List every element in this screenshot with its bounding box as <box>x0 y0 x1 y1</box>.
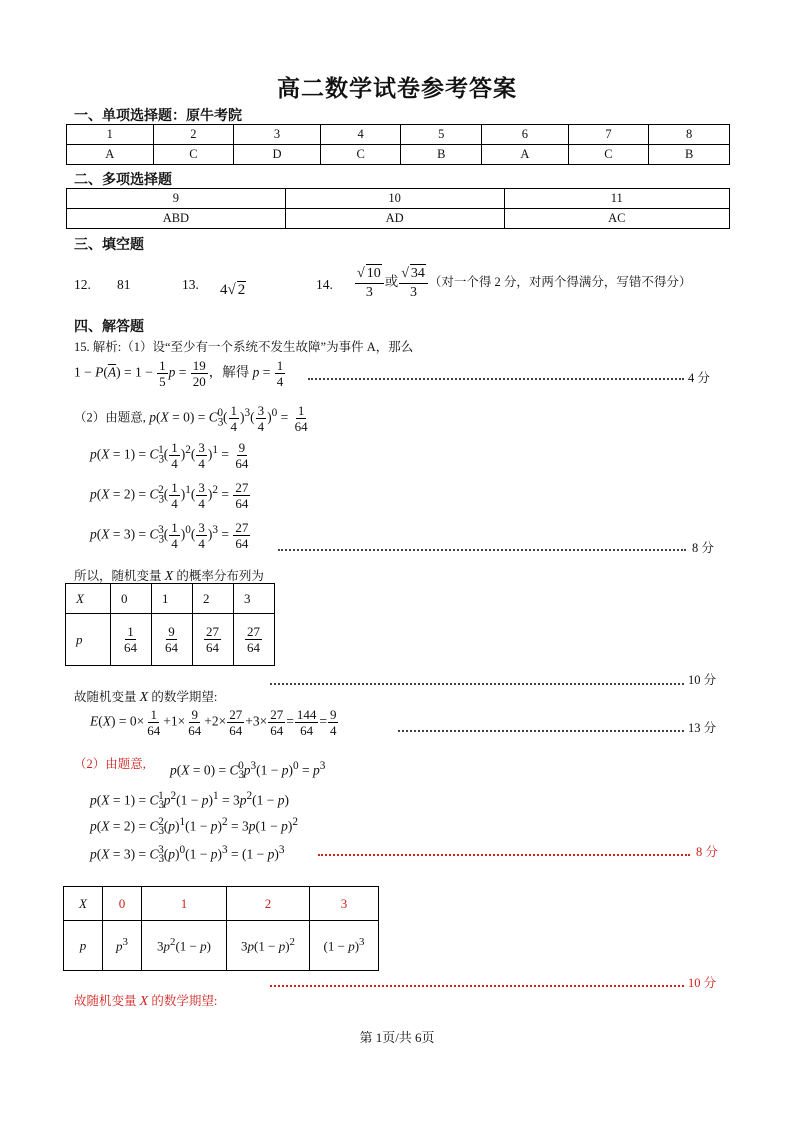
q13-answer: 4√ 2 <box>220 282 246 298</box>
table-cell: 0 <box>103 887 142 921</box>
q14-radicand-2: 34 <box>410 266 425 281</box>
table-cell: 5 <box>401 125 482 145</box>
table-cell: $\frac{1}{64}$ <box>111 614 152 666</box>
red-distribution-table <box>63 886 379 971</box>
q14-radicand-1: 10 <box>366 266 381 281</box>
distribution-table <box>65 583 275 666</box>
q12-number: 12. <box>74 277 91 292</box>
table-cell: C <box>568 145 649 165</box>
table-cell: 8 <box>649 125 730 145</box>
red-part2-label: （2）由题意, <box>74 757 146 771</box>
table-cell: $3p^2(1 - p)$ <box>142 921 227 971</box>
table-cell: 6 <box>482 125 569 145</box>
score-13: 13 分 <box>688 721 717 735</box>
q15-px1: $p(X = 1) = C_3^1$( $\frac{1}{4}$ )$^2$( $\frac{3}{4}$ )$^1$ = $\frac{9}{64}$ <box>90 440 249 471</box>
q12-answer: 81 <box>117 277 131 292</box>
table-cell: C <box>320 145 401 165</box>
score-10: 10 分 <box>688 673 717 687</box>
table-cell: $\frac{9}{64}$ <box>152 614 193 666</box>
q14-answer: $\frac{√ 10}{3}$ 或 $\frac{√ 34}{3}$ （对一个得 2 分，对两个得满分，写错不得分） <box>357 266 692 300</box>
table-cell: ABD <box>67 209 286 229</box>
table-cell: 1 <box>152 584 193 614</box>
table-cell: 3 <box>310 887 379 921</box>
table-cell: $\frac{27}{64}$ <box>193 614 234 666</box>
table-cell: 10 <box>285 189 504 209</box>
score-8-red: 8 分 <box>696 845 718 859</box>
table-cell: 0 <box>111 584 152 614</box>
q15-px3: $p(X = 3) = C_3^3$( $\frac{1}{4}$ )$^0$( $\frac{3}{4}$ )$^3$ = $\frac{27}{64}$ <box>90 520 249 551</box>
leader-dots <box>318 854 690 856</box>
red-expect-intro: 故随机变量 X 的数学期望: <box>74 994 218 1009</box>
section-heading-multi-choice: 二、多项选择题 <box>74 172 172 188</box>
table-cell: 1 <box>67 125 154 145</box>
q15-intro: 15. 解析:（1）设“至少有一个系统不发生故障”为事件 A，那么 <box>74 340 414 354</box>
table-cell: p <box>64 921 103 971</box>
table-cell: AD <box>285 209 504 229</box>
red-px1: $p(X = 1) = C_3^1p^2(1 - p)^1 = 3p^2(1 - p)$ <box>90 790 289 812</box>
table-cell: A <box>482 145 569 165</box>
table-cell: A <box>67 145 154 165</box>
table-cell: 7 <box>568 125 649 145</box>
score-4: 4 分 <box>688 371 710 385</box>
expectation-formula: E(X) = 0× $\frac{1}{64}$ +1× $\frac{9}{64}$ +2× $\frac{27}{64}$ +3× $\frac{27}{64}$ = $\frac{144}{64}$ = $\frac{9}{4}$ <box>90 707 337 738</box>
red-px3: $p(X = 3) = C_3^3(p)^0(1 - p)^3 = (1 - p)^3$ <box>90 844 285 866</box>
leader-dots <box>278 549 686 551</box>
table-cell: X <box>66 584 111 614</box>
q14-or: 或 <box>384 274 399 290</box>
score-10-red: 10 分 <box>688 976 717 990</box>
leader-dots <box>270 683 684 685</box>
dist-intro: 所以，随机变量 X 的概率分布列为 <box>74 569 264 584</box>
page-footer: 第 1页/共 6页 <box>359 1030 435 1045</box>
expect-intro: 故随机变量 X 的数学期望: <box>74 690 218 705</box>
table-cell: 1 <box>142 887 227 921</box>
table-cell: 9 <box>67 189 286 209</box>
table-cell: D <box>234 145 321 165</box>
leader-dots <box>308 378 684 380</box>
q14-number: 14. <box>316 277 333 292</box>
table-cell: 11 <box>504 189 729 209</box>
table-cell: B <box>401 145 482 165</box>
q13-radicand: 2 <box>237 282 246 298</box>
table-cell: 2 <box>153 125 234 145</box>
table-cell: B <box>649 145 730 165</box>
table-cell: 2 <box>227 887 310 921</box>
table-cell: C <box>153 145 234 165</box>
q15-px2: $p(X = 2) = C_3^2$( $\frac{1}{4}$ )$^1$( $\frac{3}{4}$ )$^2$ = $\frac{27}{64}$ <box>90 480 249 511</box>
q13-coef: 4 <box>220 282 228 298</box>
table-cell: 2 <box>193 584 234 614</box>
table-cell: 3 <box>234 125 321 145</box>
table-cell: $\frac{27}{64}$ <box>234 614 275 666</box>
leader-dots <box>398 730 684 732</box>
table-cell: p <box>66 614 111 666</box>
table-cell: 3 <box>234 584 275 614</box>
table-cell: X <box>64 887 103 921</box>
leader-dots <box>270 985 684 987</box>
section-heading-fill: 三、填空题 <box>74 237 144 253</box>
table-cell: $(1 - p)^3$ <box>310 921 379 971</box>
table-cell: AC <box>504 209 729 229</box>
q15-step1: $1 - P(\overline{A}) = 1$ − $\frac{1}{5}$ p = $\frac{19}{20}$ ，解得 p = $\frac{1}{4}$ <box>74 358 284 389</box>
q14-note: （对一个得 2 分，对两个得满分，写错不得分） <box>428 275 692 290</box>
table-cell: $p^3$ <box>103 921 142 971</box>
multi-choice-table <box>66 188 730 229</box>
section-heading-single-choice: 一、单项选择题：原牛考院 <box>74 108 242 124</box>
red-px2: $p(X = 2) = C_3^2(p)^1(1 - p)^2 = 3p(1 - p)^2$ <box>90 816 298 838</box>
page-title: 高二数学试卷参考答案 <box>277 76 517 101</box>
section-heading-answer: 四、解答题 <box>74 319 144 335</box>
red-px0: $p(X = 0) = C_3^0p^3(1 - p)^0 = p^3$ <box>170 760 326 782</box>
score-8: 8 分 <box>692 541 714 555</box>
single-choice-table <box>66 124 730 165</box>
table-cell: $3p(1 - p)^2$ <box>227 921 310 971</box>
q13-number: 13. <box>182 277 199 292</box>
table-cell: 4 <box>320 125 401 145</box>
q15-part2: （2）由题意, $p(X = 0) = C_3^0$( $\frac{1}{4}$ )$^3$( $\frac{3}{4}$ )$^0$ = $\frac{1}{64}$ <box>74 403 308 434</box>
